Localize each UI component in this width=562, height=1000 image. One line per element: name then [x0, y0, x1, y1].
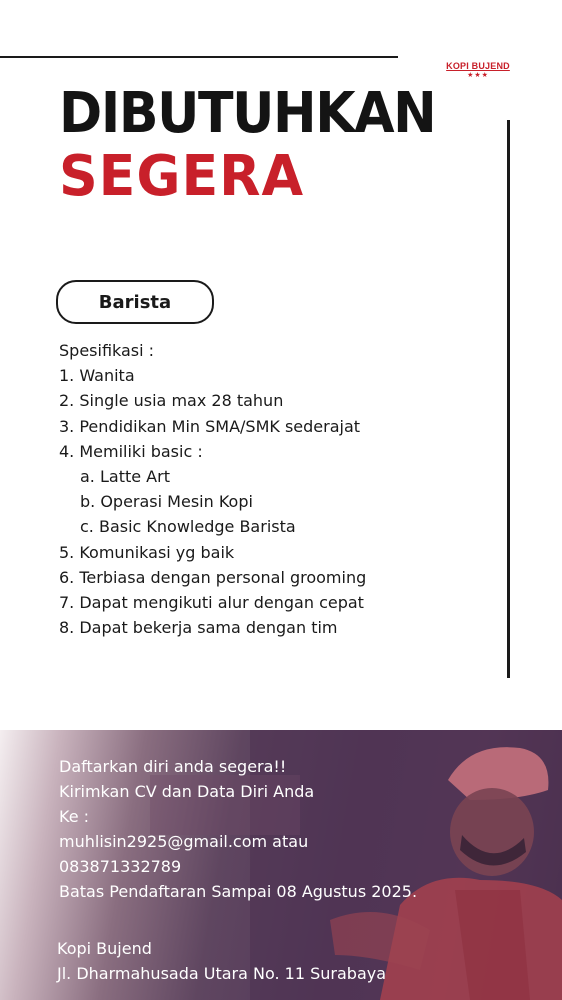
- kopi-bujend-logo: [440, 61, 516, 80]
- company-name: Kopi Bujend: [57, 939, 152, 958]
- footer-line: Ke :: [59, 807, 90, 826]
- spec-item: 7. Dapat mengikuti alur dengan cepat: [59, 593, 364, 613]
- spec-title: Spesifikasi :: [59, 341, 155, 360]
- logo-text: KOPI BUJEND: [446, 61, 510, 71]
- vertical-divider: [507, 120, 510, 678]
- spec-subitem: c. Basic Knowledge Barista: [80, 517, 296, 537]
- application-instructions: [59, 754, 539, 904]
- position-badge: [56, 280, 214, 324]
- headline: DIBUTUHKAN: [59, 81, 436, 146]
- spec-item: 8. Dapat bekerja sama dengan tim: [59, 618, 338, 638]
- spec-subitem: b. Operasi Mesin Kopi: [80, 492, 253, 512]
- position-label: Barista: [98, 291, 172, 313]
- spec-item: 3. Pendidikan Min SMA/SMK sederajat: [59, 416, 361, 436]
- spec-item: 2. Single usia max 28 tahun: [59, 391, 284, 411]
- spec-subitem: a. Latte Art: [80, 467, 170, 487]
- subheadline: SEGERA: [59, 144, 305, 209]
- logo-stars: ★★★: [467, 71, 489, 79]
- footer-banner: [0, 730, 562, 1000]
- deadline: Batas Pendaftaran Sampai 08 Agustus 2025.: [59, 882, 418, 901]
- contact-phone: 083871332789: [59, 857, 182, 876]
- spec-item: 5. Komunikasi yg baik: [59, 542, 235, 562]
- contact-email: muhlisin2925@gmail.com atau: [59, 832, 309, 851]
- footer-line: Kirimkan CV dan Data Diri Anda: [59, 782, 315, 801]
- company-address: Jl. Dharmahusada Utara No. 11 Surabaya: [57, 964, 387, 983]
- spec-item: 6. Terbiasa dengan personal grooming: [59, 567, 367, 587]
- company-address-block: [57, 936, 537, 986]
- footer-line: Daftarkan diri anda segera!!: [59, 757, 287, 776]
- specification-list: [59, 338, 499, 640]
- top-divider: [0, 56, 398, 58]
- spec-item: 1. Wanita: [59, 366, 135, 386]
- spec-item: 4. Memiliki basic :: [59, 441, 203, 461]
